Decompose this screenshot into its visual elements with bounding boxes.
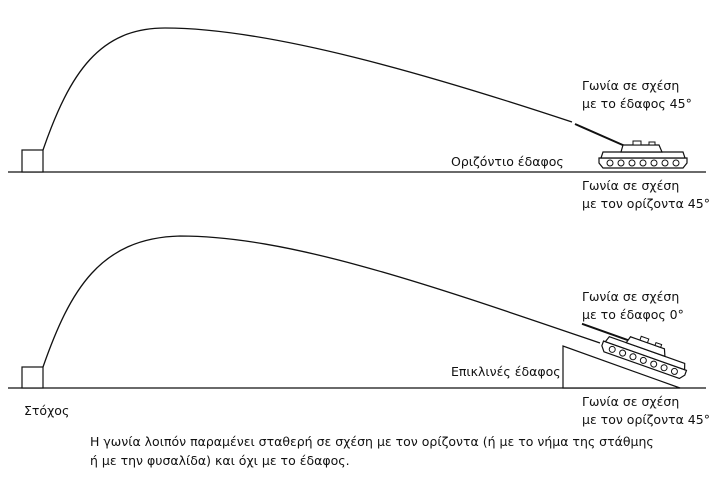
angle-horizon-line2-bottom: με τον ορίζοντα 45° <box>582 412 710 427</box>
angle-horizon-label-bottom <box>582 393 710 429</box>
trajectory-bottom <box>43 236 600 367</box>
angle-ground-line1-bottom: Γωνία σε σχέση <box>582 289 680 304</box>
angle-ground-line2-bottom: με το έδαφος 0° <box>582 307 684 322</box>
gun-barrel-bottom <box>582 324 629 341</box>
ground-label-bottom: Επικλινές έδαφος <box>451 364 561 379</box>
angle-ground-line1-top: Γωνία σε σχέση <box>582 78 680 93</box>
angle-ground-line2-top: με το έδαφος 45° <box>582 96 692 111</box>
angle-horizon-line1-top: Γωνία σε σχέση <box>582 178 680 193</box>
angle-horizon-line1-bottom: Γωνία σε σχέση <box>582 394 680 409</box>
angle-horizon-label-top <box>582 177 710 213</box>
caption-line-1: Η γωνία λοιπόν παραμένει σταθερή σε σχέση με τον ορίζοντα (ή με το νήμα της στάθμης <box>90 434 654 449</box>
target-box-bottom <box>22 367 43 388</box>
caption-line-2: ή με την φυσαλίδα) και όχι με το έδαφος. <box>90 453 350 468</box>
caption <box>90 432 654 470</box>
angle-ground-label-bottom <box>582 288 684 324</box>
gun-barrel-top <box>575 124 625 146</box>
angle-ground-label-top <box>582 77 692 113</box>
tank-top <box>575 124 687 168</box>
ground-label-top: Οριζόντιο έδαφος <box>451 154 564 169</box>
trajectory-top <box>43 28 572 150</box>
angle-horizon-line2-top: με τον ορίζοντα 45° <box>582 196 710 211</box>
target-label: Στόχος <box>24 403 70 418</box>
target-box-top <box>22 150 43 172</box>
